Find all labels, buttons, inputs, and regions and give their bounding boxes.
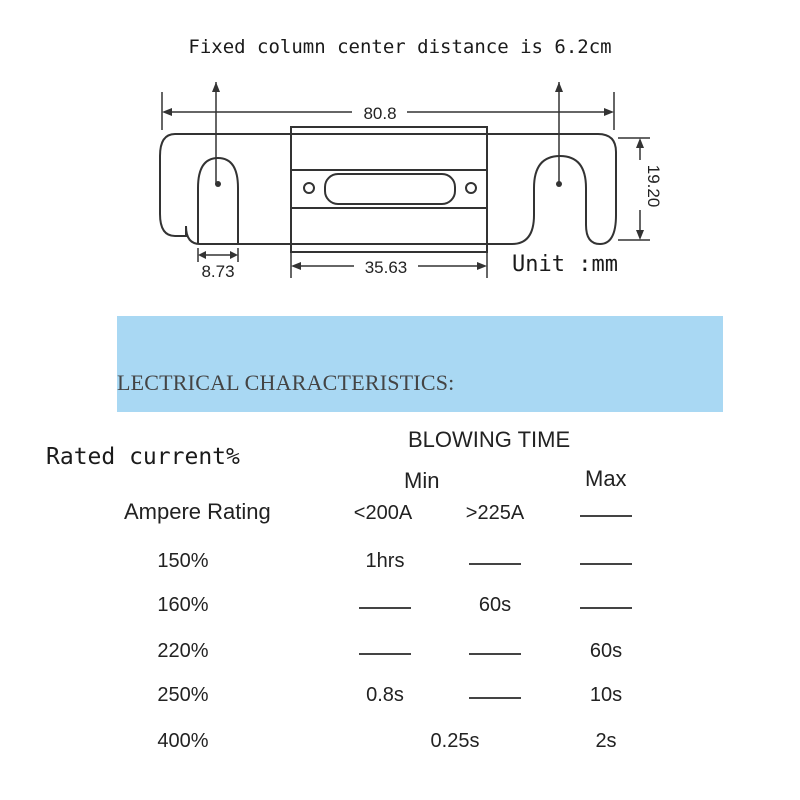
rating-cell: 160% — [157, 594, 209, 616]
rated-current-label: Rated current% — [46, 444, 240, 470]
col-lt200-header: <200A — [353, 502, 413, 524]
lt200-empty-dash — [359, 653, 411, 655]
ampere-rating-header: Ampere Rating — [124, 499, 271, 524]
lt200-cell: 0.8s — [366, 684, 404, 706]
rating-cell: 400% — [157, 730, 209, 752]
gt225-empty-dash — [469, 697, 521, 699]
blowing-time-header: BLOWING TIME — [408, 427, 571, 452]
total-length-label: 80.8 — [363, 104, 397, 123]
col-gt225-header: >225A — [465, 502, 525, 524]
rating-cell: 220% — [157, 640, 209, 662]
fuse-outline — [160, 134, 616, 244]
left-slot — [198, 158, 238, 244]
lt200-cell: 1hrs — [365, 550, 405, 572]
fuse-window — [325, 174, 455, 204]
rivet-left — [304, 183, 314, 193]
gt225-cell: 60s — [478, 594, 512, 616]
section-title: LECTRICAL CHARACTERISTICS: — [117, 370, 455, 395]
rivet-right — [466, 183, 476, 193]
max-cell: 2s — [595, 730, 617, 752]
section-banner — [117, 316, 723, 412]
max-empty-dash — [580, 607, 632, 609]
slot-width-label: 8.73 — [201, 262, 235, 281]
rating-cell: 150% — [157, 550, 209, 572]
fuse-drawing — [0, 0, 800, 300]
height-label: 19.20 — [644, 164, 663, 208]
gt225-empty-dash — [469, 653, 521, 655]
gt225-empty-dash — [469, 563, 521, 565]
center-distance-note: Fixed column center distance is 6.2cm — [188, 36, 612, 58]
max-cell: 60s — [589, 640, 623, 662]
max-header-dash — [580, 515, 632, 517]
max-cell: 10s — [589, 684, 623, 706]
unit-label: Unit :mm — [512, 252, 618, 277]
rating-cell: 250% — [157, 684, 209, 706]
max-header: Max — [585, 466, 627, 491]
min-header: Min — [404, 468, 440, 493]
fuse-body — [291, 127, 487, 252]
merged-min-cell: 0.25s — [430, 730, 480, 752]
lt200-empty-dash — [359, 607, 411, 609]
body-length-label: 35.63 — [364, 258, 408, 277]
max-empty-dash — [580, 563, 632, 565]
